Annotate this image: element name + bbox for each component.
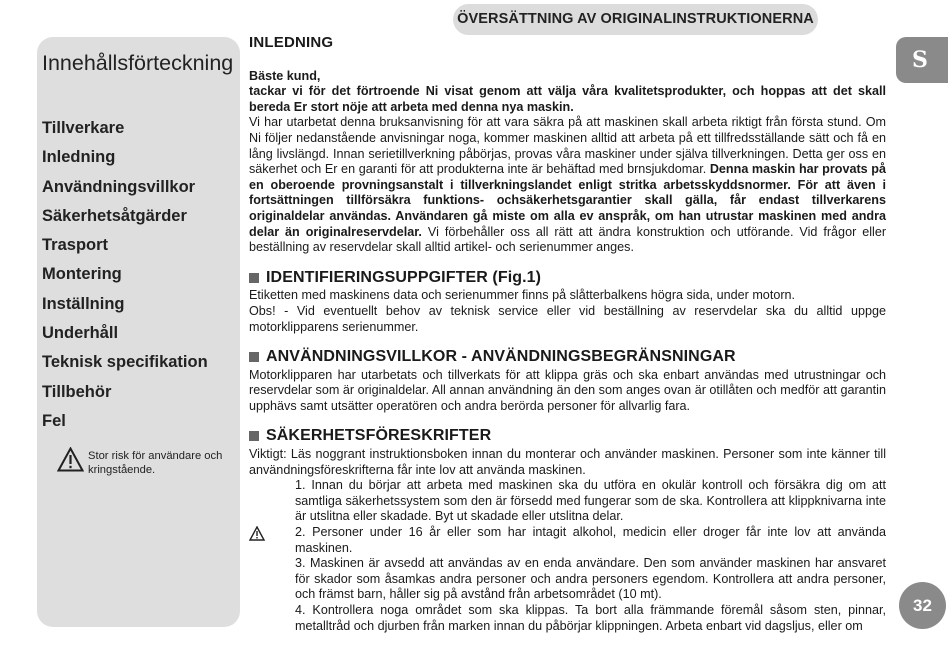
safety-item-3: 3. Maskinen är avsedd att användas av en enda användare. Den som använder maskinen har ansvaret för skador som åsamkas andra personer och andra personers egendom. Kontrollera att andra personer, och främst barn, håller sig på avstånd från arbetsområdet (10 mt). [295, 556, 886, 602]
intro-paragraph [249, 115, 886, 255]
usage-heading-text: ANVÄNDNINGSVILLKOR - ANVÄNDNINGSBEGRÄNSNINGAR [266, 348, 736, 366]
square-bullet-icon [249, 273, 259, 283]
warning-triangle-icon [249, 526, 265, 546]
toc-item-trasport[interactable]: Trasport [42, 236, 109, 255]
toc-item-teknisk-specifikation[interactable]: Teknisk specifikation [42, 353, 208, 372]
safety-heading-text: SÄKERHETSFÖRESKRIFTER [266, 427, 492, 445]
language-tab[interactable]: S [896, 37, 948, 83]
toc-item-sakerhetsatgarder[interactable]: Säkerhetsåtgärder [42, 206, 187, 225]
identification-heading [249, 270, 886, 286]
safety-item-2: 2. Personer under 16 år eller som har intagit alkohol, medicin eller droger får inte lov att använda maskinen. [295, 525, 886, 555]
toc-item-montering[interactable]: Montering [42, 265, 122, 284]
intro-heading: INLEDNING [249, 34, 334, 51]
table-of-contents [37, 37, 240, 627]
square-bullet-icon [249, 352, 259, 362]
toc-item-installning[interactable]: Inställning [42, 294, 125, 313]
safety-item-4: 4. Kontrollera noga området som ska klippas. Ta bort alla främmande föremål såsom sten, pinnar, metalltråd och djurben från marken innan du påbörjar klippningen. Arbeta enbart vid dagsljus, eller om [295, 603, 886, 633]
usage-heading [249, 349, 886, 365]
warning-triangle-icon [57, 447, 84, 477]
intro-text-2: Vi förbehåller oss all rätt att ändra konstruktion och utförande. Vid frågor eller beställning av reservdelar skall alltid artikel- och serienummer anges. [249, 224, 887, 255]
safety-heading [249, 428, 886, 444]
safety-intro: Viktigt: Läs noggrant instruktionsboken innan du monterar och använder maskinen. Personer som inte känner till användningsföreskrifterna får inte lov att använda maskinen. [249, 447, 886, 477]
square-bullet-icon [249, 431, 259, 441]
warning-legend-text: Stor risk för användare och kringstående. [88, 450, 223, 476]
toc-item-fel[interactable]: Fel [42, 411, 66, 430]
toc-item-anvandningsvillkor[interactable]: Användningsvillkor [42, 177, 196, 196]
toc-item-underhall[interactable]: Underhåll [42, 324, 119, 343]
intro-text-1: Vi har utarbetat denna bruksanvisning för att vara säkra på att maskinen skall arbeta riktigt från första stund. Om Ni följer nedanstående anvisningar noga, kommer maskinen alltid att arbeta på ett tillfredsställande sätt och få en lång livslängd. Innan serietillverkning påbörjas, provas våra maskiner under själva tillverkningen. Detta ger oss en säkerhet och Er en garanti för att produkterna inte är behäftad med brnsjukdomar. [249, 115, 886, 177]
intro-bold-paragraph: tackar vi för det förtroende Ni visat genom att välja våra kvalitetsprodukter, och hoppas att det skall bereda Er stort nöje att arbeta med denna nya maskin. [249, 84, 886, 114]
greeting: Bäste kund, [249, 68, 321, 83]
toc-title: Innehållsförteckning [42, 51, 234, 75]
translation-header: ÖVERSÄTTNING AV ORIGINALINSTRUKTIONERNA [453, 4, 818, 35]
identification-heading-text: IDENTIFIERINGSUPPGIFTER (Fig.1) [266, 268, 542, 286]
toc-item-tillverkare[interactable]: Tillverkare [42, 119, 125, 137]
toc-item-inledning[interactable]: Inledning [42, 148, 116, 167]
toc-item-tillbehor[interactable]: Tillbehör [42, 382, 112, 401]
safety-item-1: 1. Innan du börjar att arbeta med maskinen ska du utföra en okulär kontroll och försäkra dig om att samtliga säkerhetssystem som den är försedd med fungerar som de ska. Kontrollera att klippknivarna inte är utslitna eller skadade. Byt ut skadade eller utslitna delar. [295, 478, 886, 524]
safety-list [295, 478, 886, 634]
toc-list [42, 114, 208, 436]
intro-bold-2: Denna maskin har provats på en oberoende provningsanstalt i tillverkningslandet enligt stritka arbetsskyddsnormer. För att även i fortsättningen tillförsäkra funktions- ochsäkerhetsgarantier skall gälla, får endast tillverkarens originaldelar användas. Användaren gå miste om alla ev anspråk, om han utrustar maskinen med andra delar än originalreservdelar. [249, 162, 886, 239]
main-content [249, 35, 886, 634]
safety-item-2-row [295, 525, 886, 556]
usage-text: Motorklipparen har utarbetats och tillverkats för att klippa gräs och ska enbart användas med utrustningar och reservdelar som är originaldelar. All annan användning än den som anges ovan är otillåten och medför att garantin upphävs samt utsätter operatören och andra berörda personer för allvarlig fara. [249, 367, 886, 413]
page-number-badge: 32 [899, 582, 946, 629]
identification-text-1: Etiketten med maskinens data och serienummer finns på slåtterbalkens högra sida, under motorn. [249, 288, 796, 303]
identification-text-2: Obs! - Vid eventuellt behov av teknisk service eller vid beställning av reservdelar ska du alltid uppge motorklipparens serienummer. [249, 303, 886, 334]
